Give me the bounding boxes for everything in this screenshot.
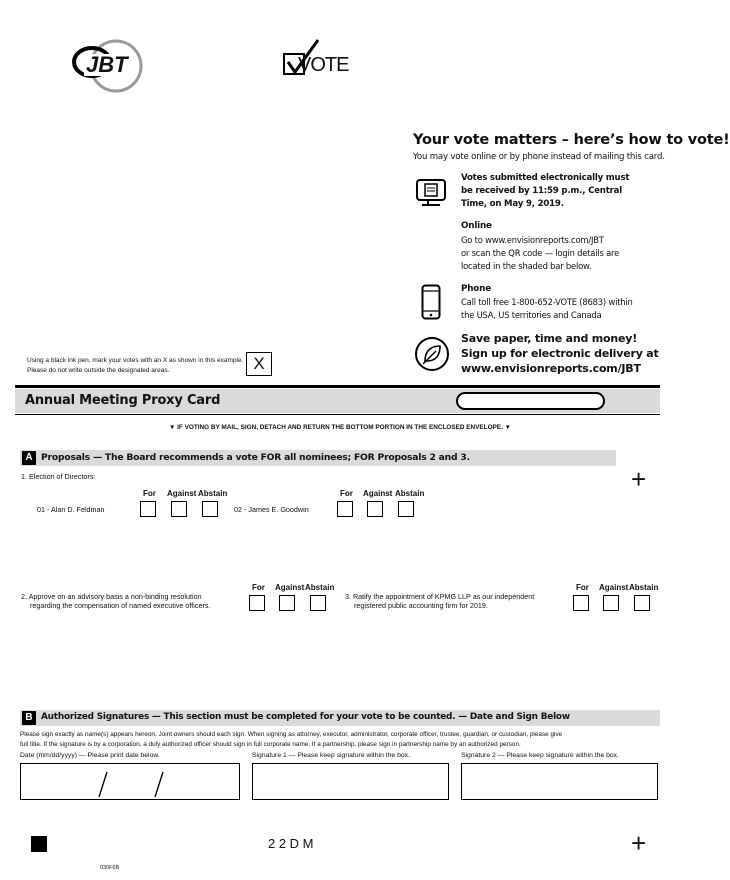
section-b-letter: B [22,711,36,725]
prop3-abstain-header: Abstain [629,583,659,592]
nominee-2-for-checkbox[interactable] [337,501,353,517]
paper-line-2: Sign up for electronic delivery at [461,347,659,360]
prop2-for-header: For [252,583,265,592]
date-field[interactable] [20,763,240,800]
nominee-2-against-checkbox[interactable] [367,501,383,517]
online-line-3: located in the shaded bar below. [461,261,592,271]
nominee-1-name: 01 - Alan D. Feldman [37,505,105,514]
ink-note-line-2: Please do not write outside the designated areas. [27,367,170,374]
vote-logo [282,38,352,80]
prop3-against-header: Against [599,583,629,592]
signature-instructions-1: Please sign exactly as name(s) appears hereon. Joint owners should each sign. When signing as attorney, executor, administrator, corporate officer, trustee, guardian, or custodian, please give [20,731,563,738]
nominee-2-name: 02 - James E. Goodwin [234,505,309,514]
nominee1-against-header: Against [167,489,197,498]
registration-mark [31,836,47,852]
date-separators [21,764,241,801]
proposal-2-line-2: regarding the compensation of named executive officers. [30,601,211,610]
online-title: Online [461,221,492,231]
phone-line-1: Call toll free 1-800-652-VOTE (8683) within [461,297,633,307]
section-a-bar [20,450,616,466]
proposal-3-line-2: registered public accounting firm for 2019. [354,601,488,610]
form-id: 030F6B [100,865,120,871]
paper-line-3[interactable] [461,362,641,375]
plus-mark-top: + [631,464,647,494]
proposal-3-abstain-checkbox[interactable] [634,595,650,611]
nominee-1-against-checkbox[interactable] [171,501,187,517]
detach-note: ▼ IF VOTING BY MAIL, SIGN, DETACH AND RETURN THE BOTTOM PORTION IN THE ENCLOSED ENVELOPE. ▼ [169,424,511,431]
prop2-against-header: Against [275,583,305,592]
section-a-letter: A [22,451,36,465]
paper-line-1: Save paper, time and money! [461,332,638,345]
phone-title: Phone [461,284,491,294]
proposal-3-line-1: 3. Ratify the appointment of KPMG LLP as our independent [345,592,535,601]
footer-code: 2 2 D M [268,836,314,851]
signature-2-field[interactable] [461,763,658,800]
proposal-2-abstain-checkbox[interactable] [310,595,326,611]
phone-icon [421,284,441,325]
nominee2-abstain-header: Abstain [395,489,425,498]
jbt-logo-text: JBT [86,52,128,77]
nominee2-against-header: Against [363,489,393,498]
online-line-2: or scan the QR code — login details are [461,248,620,258]
computer-icon [414,178,448,213]
nominee-1-for-checkbox[interactable] [140,501,156,517]
proxy-divider-bottom [15,414,660,415]
example-x-box [246,352,272,376]
prop3-for-header: For [576,583,589,592]
section-b-bar [20,710,660,726]
jbt-logo [68,36,154,98]
signature-1-label: Signature 1 — Please keep signature within the box. [252,752,410,759]
vote-instructions-heading: Your vote matters – here’s how to vote! [413,132,730,148]
nominee-1-abstain-checkbox[interactable] [202,501,218,517]
plus-mark-bottom: + [631,828,647,858]
proposal-2-for-checkbox[interactable] [249,595,265,611]
proxy-card-title: Annual Meeting Proxy Card [25,393,221,408]
phone-line-2: the USA, US territories and Canada [461,310,602,320]
signature-2-label: Signature 2 — Please keep signature within the box. [461,752,619,759]
ink-note-line-1: Using a black ink pen, mark your votes with an X as shown in this example. [27,357,244,364]
proposal-2-line-1: 2. Approve on an advisory basis a non-binding resolution [21,592,202,601]
nominee-2-abstain-checkbox[interactable] [398,501,414,517]
section-a-title: Proposals — The Board recommends a vote FOR all nominees; FOR Proposals 2 and 3. [41,452,470,463]
electronic-delivery-link[interactable]: www.envisionreports.com/JBT [461,362,641,375]
proposal-3-for-checkbox[interactable] [573,595,589,611]
section-b-title: Authorized Signatures — This section must be completed for your vote to be counted. — Date and Sign Below [41,712,570,722]
electronic-deadline: Votes submitted electronically must be received by 11:59 p.m., Central Time, on May 9, 2019. [461,173,630,209]
signature-instructions-2: full title. If the signature is by a corporation, a duly authorized officer should sign in full corporate name. If a partnership, please sign in partnership name by an authorized person. [20,741,521,748]
item-1-label: 1. Election of Directors: [21,472,96,481]
control-number-field [456,392,605,410]
online-line-1: Go to www.envisionreports.com/JBT [461,235,604,245]
example-x-mark: X [253,354,265,373]
nominee2-for-header: For [340,489,353,498]
nominee1-for-header: For [143,489,156,498]
vote-instructions-subheading: You may vote online or by phone instead of mailing this card. [413,152,665,162]
nominee1-abstain-header: Abstain [198,489,228,498]
prop2-abstain-header: Abstain [305,583,335,592]
proxy-card-bar [15,389,660,413]
date-label: Date (mm/dd/yyyy) — Please print date below. [20,752,160,759]
proposal-2-against-checkbox[interactable] [279,595,295,611]
proposal-3-against-checkbox[interactable] [603,595,619,611]
vote-logo-text: VOTE [298,54,349,76]
leaf-icon [414,336,450,377]
signature-1-field[interactable] [252,763,449,800]
proxy-divider-top [15,385,660,388]
